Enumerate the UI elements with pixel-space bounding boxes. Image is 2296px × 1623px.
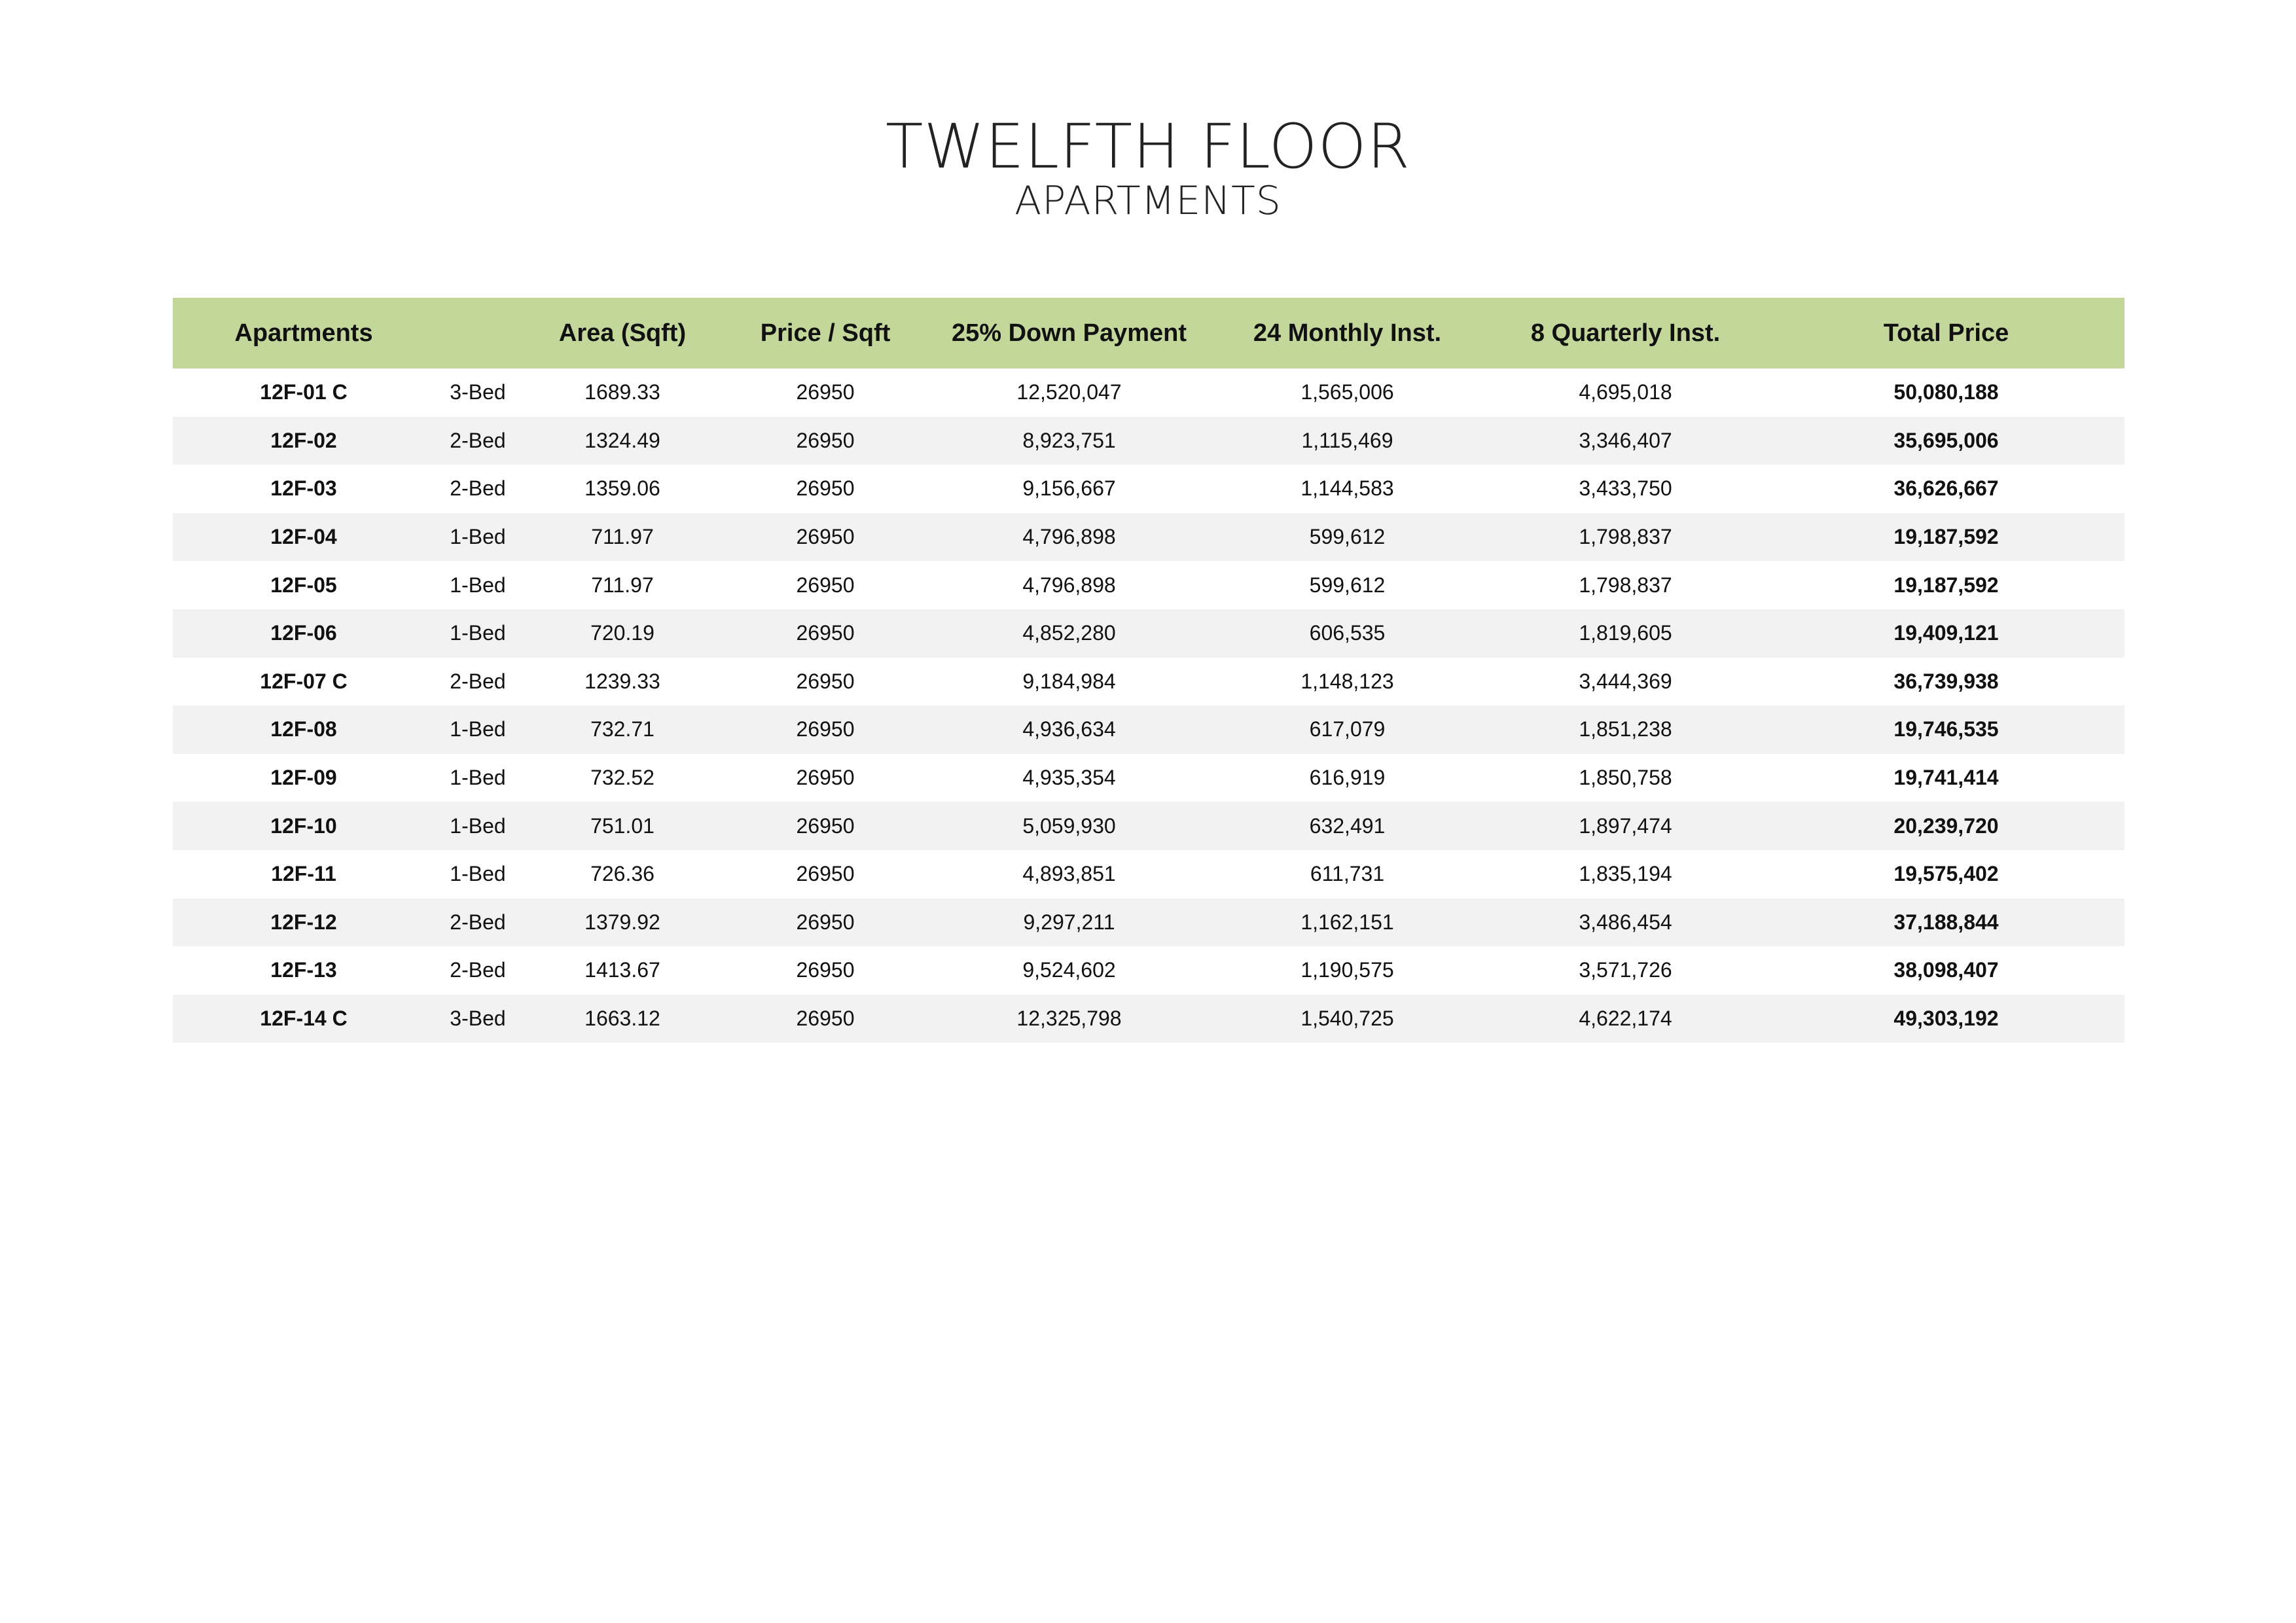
cell-monthly-inst: 611,731	[1310, 862, 1385, 886]
cell-monthly-inst: 1,565,006	[1300, 380, 1394, 404]
table-header-row	[173, 298, 2125, 368]
cell-monthly-inst: 1,144,583	[1300, 476, 1394, 501]
cell-price-per-sqft: 26950	[796, 766, 855, 790]
price-table	[173, 298, 2125, 1043]
cell-bedrooms: 2-Bed	[450, 428, 506, 452]
cell-area-sqft: 711.97	[591, 525, 654, 549]
cell-quarterly-inst: 3,486,454	[1579, 910, 1672, 934]
cell-monthly-inst: 632,491	[1309, 813, 1386, 838]
cell-down-payment: 4,936,634	[1022, 717, 1116, 741]
cell-bedrooms: 1-Bed	[450, 621, 506, 645]
cell-apartment-id: 12F-10	[270, 813, 337, 838]
cell-monthly-inst: 1,148,123	[1300, 669, 1394, 693]
cell-area-sqft: 711.97	[591, 573, 654, 597]
cell-apartment-id: 12F-01 C	[260, 380, 348, 404]
table-row	[173, 368, 2125, 417]
cell-bedrooms: 1-Bed	[450, 862, 506, 886]
table-row	[173, 705, 2125, 754]
cell-bedrooms: 1-Bed	[450, 813, 506, 838]
col-header-down-payment: 25% Down Payment	[952, 319, 1187, 347]
cell-bedrooms: 1-Bed	[450, 717, 506, 741]
cell-down-payment: 9,184,984	[1022, 669, 1116, 693]
cell-total-price: 19,575,402	[1893, 862, 1999, 886]
cell-bedrooms: 1-Bed	[450, 766, 506, 790]
cell-area-sqft: 1359.06	[584, 476, 660, 501]
cell-total-price: 19,746,535	[1893, 717, 1999, 741]
cell-monthly-inst: 606,535	[1309, 621, 1386, 645]
table-row	[173, 658, 2125, 706]
cell-down-payment: 4,893,851	[1022, 862, 1116, 886]
cell-total-price: 19,409,121	[1893, 621, 1999, 645]
cell-quarterly-inst: 3,346,407	[1579, 428, 1672, 452]
cell-quarterly-inst: 3,444,369	[1579, 669, 1672, 693]
cell-total-price: 35,695,006	[1893, 428, 1999, 452]
cell-total-price: 19,187,592	[1893, 525, 1999, 549]
table-row	[173, 561, 2125, 609]
table-row	[173, 513, 2125, 562]
col-header-price-per-sqft: Price / Sqft	[760, 319, 891, 347]
cell-bedrooms: 2-Bed	[450, 958, 506, 982]
cell-area-sqft: 732.71	[590, 717, 655, 741]
cell-apartment-id: 12F-09	[270, 766, 337, 790]
cell-monthly-inst: 1,540,725	[1300, 1007, 1394, 1031]
cell-total-price: 20,239,720	[1893, 813, 1999, 838]
cell-price-per-sqft: 26950	[796, 717, 855, 741]
cell-price-per-sqft: 26950	[796, 862, 855, 886]
cell-quarterly-inst: 3,571,726	[1579, 958, 1672, 982]
cell-down-payment: 9,297,211	[1023, 910, 1115, 934]
cell-apartment-id: 12F-08	[270, 717, 337, 741]
col-header-area: Area (Sqft)	[558, 319, 687, 347]
table-body	[173, 368, 2125, 1043]
cell-down-payment: 4,796,898	[1022, 525, 1116, 549]
cell-apartment-id: 12F-12	[270, 910, 337, 934]
cell-apartment-id: 12F-07 C	[260, 669, 348, 693]
table-row	[173, 802, 2125, 850]
cell-apartment-id: 12F-03	[270, 476, 337, 501]
cell-down-payment: 12,325,798	[1016, 1007, 1122, 1031]
price-table-container	[173, 298, 2125, 1043]
cell-price-per-sqft: 26950	[796, 910, 855, 934]
cell-down-payment: 4,852,280	[1022, 621, 1116, 645]
cell-monthly-inst: 599,612	[1309, 573, 1386, 597]
table-row	[173, 995, 2125, 1043]
cell-price-per-sqft: 26950	[796, 621, 855, 645]
cell-price-per-sqft: 26950	[796, 669, 855, 693]
cell-price-per-sqft: 26950	[796, 813, 855, 838]
cell-area-sqft: 751.01	[590, 813, 655, 838]
table-row	[173, 946, 2125, 995]
cell-price-per-sqft: 26950	[796, 476, 855, 501]
table-row	[173, 754, 2125, 802]
cell-monthly-inst: 1,162,151	[1300, 910, 1394, 934]
cell-total-price: 19,187,592	[1893, 573, 1999, 597]
cell-total-price: 50,080,188	[1893, 380, 1999, 404]
cell-price-per-sqft: 26950	[796, 1007, 855, 1031]
cell-apartment-id: 12F-02	[270, 428, 337, 452]
cell-price-per-sqft: 26950	[796, 428, 855, 452]
cell-down-payment: 4,935,354	[1022, 766, 1116, 790]
cell-quarterly-inst: 1,798,837	[1579, 573, 1672, 597]
cell-quarterly-inst: 1,835,194	[1579, 862, 1672, 886]
cell-total-price: 37,188,844	[1893, 910, 1999, 934]
cell-quarterly-inst: 3,433,750	[1579, 476, 1672, 501]
cell-bedrooms: 1-Bed	[450, 573, 506, 597]
cell-total-price: 49,303,192	[1893, 1007, 1999, 1031]
cell-apartment-id: 12F-11	[271, 862, 336, 886]
cell-down-payment: 9,524,602	[1022, 958, 1116, 982]
table-row	[173, 850, 2125, 899]
col-header-apartments: Apartments	[234, 319, 373, 347]
table-row	[173, 417, 2125, 465]
cell-bedrooms: 2-Bed	[450, 910, 506, 934]
cell-bedrooms: 3-Bed	[450, 1007, 506, 1031]
cell-monthly-inst: 616,919	[1309, 766, 1386, 790]
cell-monthly-inst: 1,190,575	[1300, 958, 1394, 982]
cell-quarterly-inst: 4,695,018	[1579, 380, 1672, 404]
table-row	[173, 609, 2125, 658]
col-header-total-price: Total Price	[1883, 319, 2009, 347]
col-header-monthly-inst: 24 Monthly Inst.	[1253, 319, 1442, 347]
cell-down-payment: 5,059,930	[1022, 813, 1116, 838]
col-header-quarterly-inst: 8 Quarterly Inst.	[1530, 319, 1721, 347]
table-row	[173, 465, 2125, 513]
cell-apartment-id: 12F-06	[270, 621, 337, 645]
cell-monthly-inst: 1,115,469	[1301, 428, 1393, 452]
cell-area-sqft: 1379.92	[584, 910, 660, 934]
cell-price-per-sqft: 26950	[796, 573, 855, 597]
cell-bedrooms: 3-Bed	[450, 380, 506, 404]
cell-apartment-id: 12F-14 C	[260, 1007, 348, 1031]
cell-down-payment: 12,520,047	[1016, 380, 1122, 404]
table-row	[173, 899, 2125, 947]
cell-monthly-inst: 617,079	[1309, 717, 1386, 741]
cell-total-price: 19,741,414	[1893, 766, 1999, 790]
cell-total-price: 36,626,667	[1893, 476, 1999, 501]
cell-monthly-inst: 599,612	[1309, 525, 1386, 549]
cell-quarterly-inst: 1,798,837	[1579, 525, 1672, 549]
cell-down-payment: 9,156,667	[1022, 476, 1116, 501]
cell-quarterly-inst: 1,851,238	[1579, 717, 1672, 741]
cell-area-sqft: 1689.33	[584, 380, 660, 404]
cell-quarterly-inst: 1,897,474	[1579, 813, 1672, 838]
col-header-bedrooms	[435, 298, 521, 368]
cell-area-sqft: 1663.12	[584, 1007, 660, 1031]
cell-bedrooms: 1-Bed	[450, 525, 506, 549]
page-title: TWELFTH FLOOR	[886, 111, 1410, 183]
cell-quarterly-inst: 1,850,758	[1579, 766, 1672, 790]
cell-bedrooms: 2-Bed	[450, 669, 506, 693]
cell-price-per-sqft: 26950	[796, 380, 855, 404]
cell-price-per-sqft: 26950	[796, 525, 855, 549]
cell-area-sqft: 1324.49	[584, 428, 660, 452]
cell-quarterly-inst: 1,819,605	[1579, 621, 1672, 645]
cell-apartment-id: 12F-13	[270, 958, 337, 982]
cell-down-payment: 4,796,898	[1022, 573, 1116, 597]
cell-apartment-id: 12F-05	[270, 573, 337, 597]
cell-quarterly-inst: 4,622,174	[1579, 1007, 1672, 1031]
cell-area-sqft: 720.19	[590, 621, 655, 645]
cell-total-price: 38,098,407	[1893, 958, 1999, 982]
cell-area-sqft: 732.52	[590, 766, 655, 790]
cell-down-payment: 8,923,751	[1022, 428, 1116, 452]
cell-area-sqft: 1413.67	[584, 958, 660, 982]
cell-price-per-sqft: 26950	[796, 958, 855, 982]
cell-apartment-id: 12F-04	[270, 525, 337, 549]
page-subtitle: APARTMENTS	[1014, 178, 1282, 224]
cell-total-price: 36,739,938	[1893, 669, 1999, 693]
cell-bedrooms: 2-Bed	[450, 476, 506, 501]
cell-area-sqft: 726.36	[590, 862, 655, 886]
cell-area-sqft: 1239.33	[584, 669, 660, 693]
